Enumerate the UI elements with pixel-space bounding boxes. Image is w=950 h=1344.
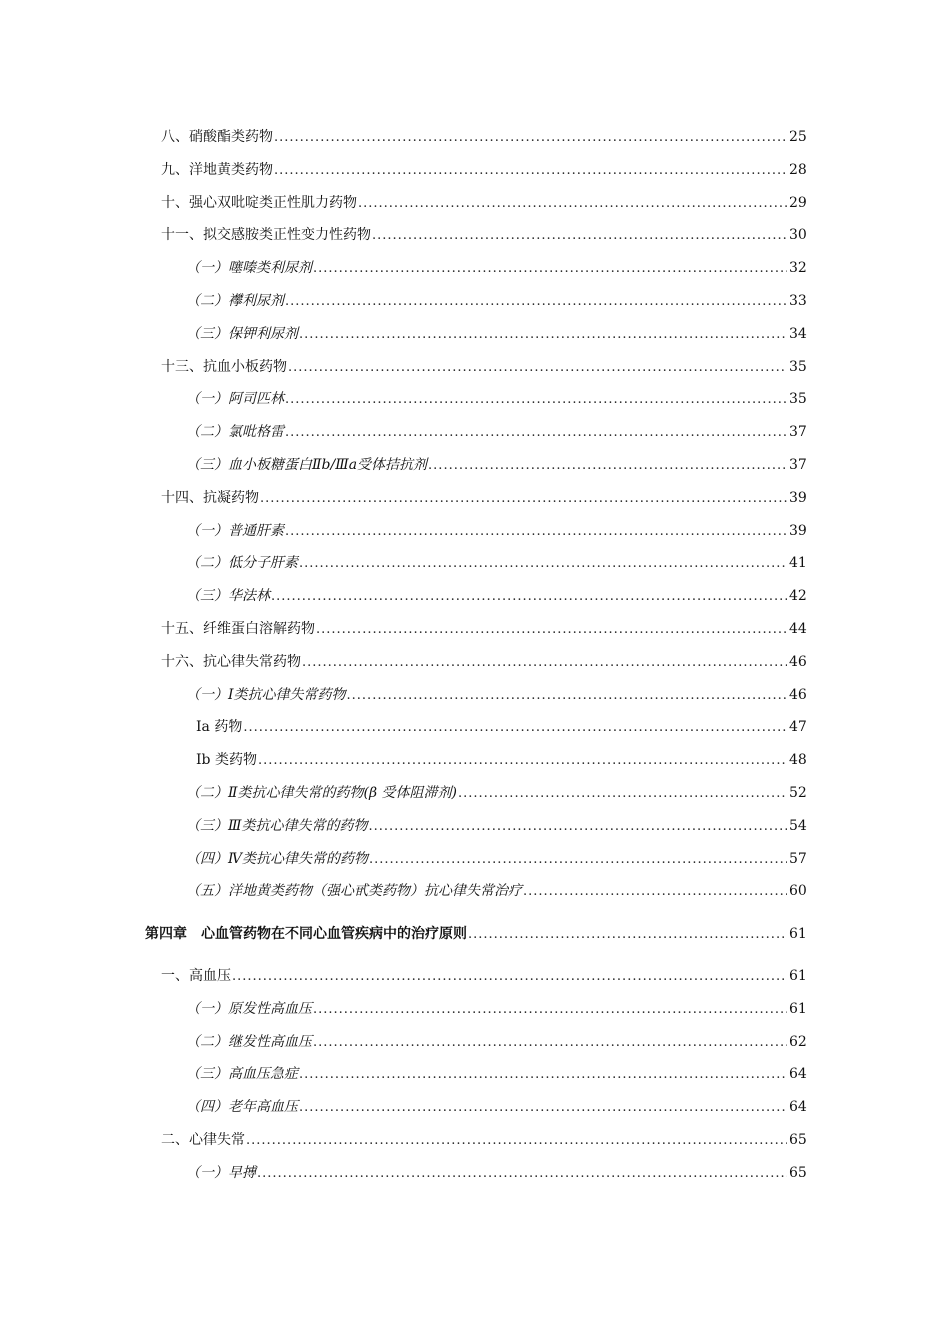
toc-page-number: 29 xyxy=(789,195,807,211)
toc-entry[interactable] xyxy=(0,487,805,509)
toc-page-number: 65 xyxy=(789,1165,807,1181)
toc-entry[interactable] xyxy=(0,126,805,148)
toc-entry-title: （三）高血压急症 xyxy=(186,1066,298,1082)
toc-page-number: 61 xyxy=(789,926,807,942)
toc-entry[interactable] xyxy=(0,1063,805,1085)
toc-entry-title: 十六、抗心律失常药物 xyxy=(161,654,301,670)
dot-leader xyxy=(299,1097,787,1119)
toc-page-number: 65 xyxy=(789,1132,807,1148)
dot-leader xyxy=(274,160,787,182)
toc-entry[interactable] xyxy=(0,454,805,476)
toc-page-number: 41 xyxy=(789,555,807,571)
dot-leader xyxy=(313,1032,787,1054)
dot-leader xyxy=(232,966,787,988)
toc-entry-title: （三）血小板糖蛋白Ⅱb/Ⅲa受体拮抗剂 xyxy=(186,457,428,473)
toc-entry-title: （一）噻嗪类利尿剂 xyxy=(186,260,312,276)
toc-entry-title: （四）老年高血压 xyxy=(186,1099,298,1115)
toc-entry-title: （二）继发性高血压 xyxy=(186,1034,312,1050)
dot-leader xyxy=(369,816,787,838)
toc-entry-title: Ⅰb 类药物 xyxy=(196,752,257,768)
toc-entry[interactable] xyxy=(0,1129,805,1151)
toc-entry-title: 九、洋地黄类药物 xyxy=(161,162,273,178)
dot-leader xyxy=(299,324,787,346)
toc-entry-title: （四）Ⅳ类抗心律失常的药物 xyxy=(186,851,368,867)
dot-leader xyxy=(358,193,787,215)
toc-entry-title: 十、强心双吡啶类正性肌力药物 xyxy=(161,195,357,211)
toc-entry-title: 二、心律失常 xyxy=(161,1132,245,1148)
toc-page-number: 52 xyxy=(789,785,807,801)
dot-leader xyxy=(285,422,787,444)
toc-entry[interactable] xyxy=(0,684,805,706)
dot-leader xyxy=(257,1163,787,1185)
toc-entry[interactable] xyxy=(0,716,805,738)
toc-entry[interactable] xyxy=(0,618,805,640)
toc-entry-title: Ⅰa 药物 xyxy=(196,719,243,735)
toc-entry[interactable] xyxy=(0,585,805,607)
toc-entry[interactable] xyxy=(0,848,805,870)
toc-entry[interactable] xyxy=(0,257,805,279)
toc-entry[interactable] xyxy=(0,880,805,902)
toc-entry-title: 十五、纤维蛋白溶解药物 xyxy=(161,621,315,637)
toc-chapter-entry[interactable] xyxy=(0,923,805,945)
dot-leader xyxy=(302,652,787,674)
toc-entry[interactable] xyxy=(0,192,805,214)
toc-entry-title: （三）Ⅲ类抗心律失常的药物 xyxy=(186,818,368,834)
toc-entry-title: 八、硝酸酯类药物 xyxy=(161,129,273,145)
toc-page-number: 37 xyxy=(789,457,807,473)
toc-entry-title: （二）Ⅱ类抗心律失常的药物(β 受体阻滞剂) xyxy=(186,785,457,801)
toc-page-number: 35 xyxy=(789,391,807,407)
toc-entry[interactable] xyxy=(0,749,805,771)
dot-leader xyxy=(299,1064,787,1086)
dot-leader xyxy=(260,488,787,510)
toc-page-number: 57 xyxy=(789,851,807,867)
dot-leader xyxy=(347,685,787,707)
dot-leader xyxy=(468,924,787,946)
dot-leader xyxy=(313,999,787,1021)
toc-entry-title: （五）洋地黄类药物（强心甙类药物）抗心律失常治疗 xyxy=(186,883,522,899)
dot-leader xyxy=(372,225,787,247)
dot-leader xyxy=(285,291,787,313)
toc-entry[interactable] xyxy=(0,224,805,246)
toc-entry[interactable] xyxy=(0,356,805,378)
toc-page-number: 60 xyxy=(789,883,807,899)
toc-entry-title: （二）氯吡格雷 xyxy=(186,424,284,440)
toc-entry[interactable] xyxy=(0,815,805,837)
toc-entry[interactable] xyxy=(0,651,805,673)
toc-entry[interactable] xyxy=(0,323,805,345)
toc-page-number: 28 xyxy=(789,162,807,178)
dot-leader xyxy=(288,357,787,379)
toc-page-number: 46 xyxy=(789,687,807,703)
toc-entry-title: （一）原发性高血压 xyxy=(186,1001,312,1017)
toc-entry-title: 十一、拟交感胺类正性变力性药物 xyxy=(161,227,371,243)
dot-leader xyxy=(458,783,787,805)
toc-entry-title: （一）早搏 xyxy=(186,1165,256,1181)
dot-leader xyxy=(369,849,787,871)
dot-leader xyxy=(316,619,787,641)
toc-entry[interactable] xyxy=(0,782,805,804)
dot-leader xyxy=(243,717,787,739)
toc-page-number: 47 xyxy=(789,719,807,735)
toc-page-number: 34 xyxy=(789,326,807,342)
toc-entry-title: 十四、抗凝药物 xyxy=(161,490,259,506)
toc-page-number: 44 xyxy=(789,621,807,637)
toc-page-number: 62 xyxy=(789,1034,807,1050)
toc-page-number: 37 xyxy=(789,424,807,440)
toc-entry[interactable] xyxy=(0,388,805,410)
dot-leader xyxy=(258,750,787,772)
toc-page-number: 42 xyxy=(789,588,807,604)
toc-page-number: 61 xyxy=(789,968,807,984)
dot-leader xyxy=(285,389,787,411)
toc-page-number: 46 xyxy=(789,654,807,670)
toc-entry-title: 第四章 心血管药物在不同心血管疾病中的治疗原则 xyxy=(145,926,467,942)
toc-entry-title: （三）华法林 xyxy=(186,588,270,604)
toc-page-number: 64 xyxy=(789,1099,807,1115)
toc-entry[interactable] xyxy=(0,998,805,1020)
toc-entry[interactable] xyxy=(0,965,805,987)
dot-leader xyxy=(285,521,787,543)
toc-page-number: 39 xyxy=(789,490,807,506)
toc-page-number: 25 xyxy=(789,129,807,145)
toc-entry-title: （三）保钾利尿剂 xyxy=(186,326,298,342)
toc-entry[interactable] xyxy=(0,421,805,443)
toc-page-number: 61 xyxy=(789,1001,807,1017)
toc-entry-title: 一、高血压 xyxy=(161,968,231,984)
toc-entry-title: （一）阿司匹林 xyxy=(186,391,284,407)
toc-page-number: 30 xyxy=(789,227,807,243)
dot-leader xyxy=(428,455,787,477)
toc-entry[interactable] xyxy=(0,552,805,574)
toc-entry[interactable] xyxy=(0,159,805,181)
toc-page-number: 64 xyxy=(789,1066,807,1082)
toc-page-number: 39 xyxy=(789,523,807,539)
toc-entry[interactable] xyxy=(0,1031,805,1053)
toc-page-number: 48 xyxy=(789,752,807,768)
dot-leader xyxy=(313,258,787,280)
toc-entry-title: 十三、抗血小板药物 xyxy=(161,359,287,375)
toc-entry-title: （一）普通肝素 xyxy=(186,523,284,539)
toc-entry[interactable] xyxy=(0,290,805,312)
toc-entry[interactable] xyxy=(0,1096,805,1118)
dot-leader xyxy=(274,127,787,149)
toc-page-number: 35 xyxy=(789,359,807,375)
toc-entry-title: （二）襻利尿剂 xyxy=(186,293,284,309)
toc-entry-title: （一）Ⅰ类抗心律失常药物 xyxy=(186,687,346,703)
dot-leader xyxy=(271,586,787,608)
toc-page-number: 32 xyxy=(789,260,807,276)
toc-entry[interactable] xyxy=(0,520,805,542)
toc-entry-title: （二）低分子肝素 xyxy=(186,555,298,571)
dot-leader xyxy=(523,881,787,903)
toc-page-number: 54 xyxy=(789,818,807,834)
dot-leader xyxy=(246,1130,787,1152)
dot-leader xyxy=(299,553,787,575)
toc-page-number: 33 xyxy=(789,293,807,309)
toc-entry[interactable] xyxy=(0,1162,805,1184)
